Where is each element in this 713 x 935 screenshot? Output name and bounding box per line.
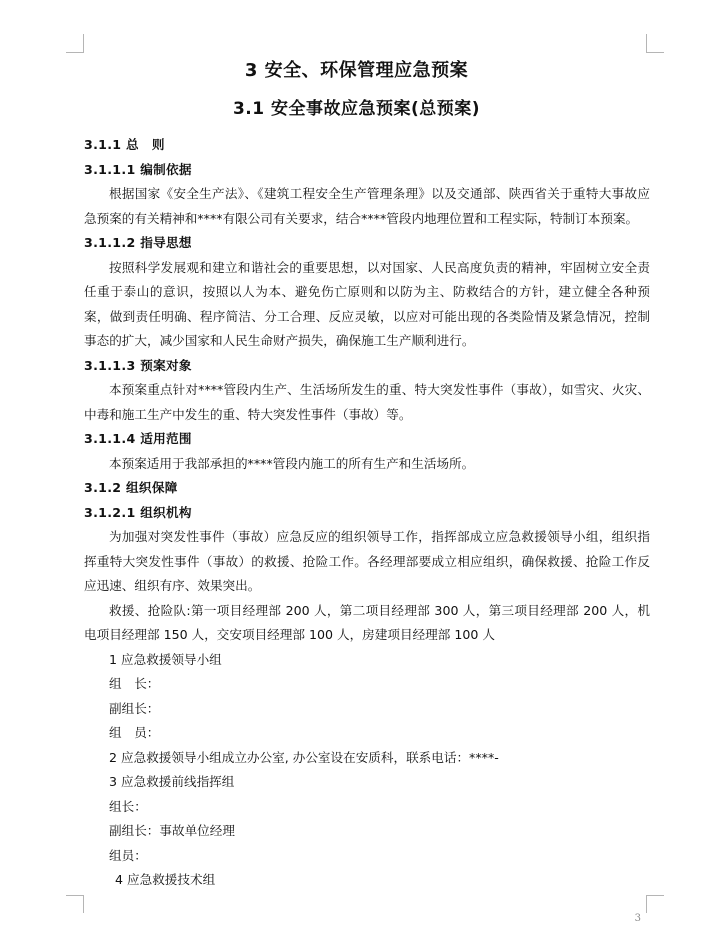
document-body — [84, 133, 650, 893]
list-item: 组 员： — [109, 725, 160, 740]
chapter-title: 3 安全、环保管理应急预案 — [244, 60, 469, 81]
list-item: 组长： — [109, 798, 147, 814]
list-item: 组 长： — [109, 676, 160, 691]
body-paragraph: 本预案适用于我部承担的****管段内施工的所有生产和生活场所。 — [109, 455, 475, 471]
list-item: 副组长： — [109, 700, 160, 716]
body-paragraph: 本预案重点针对****管段内生产、生活场所发生的重、特大突发性事件（事故），如雪灾、火灾、中毒和施工生产中发生的重、特大突发性事件（事故）等。 — [84, 382, 650, 422]
section-heading: 3.1.2 组织保障 — [84, 480, 178, 495]
list-item: 4 应急救援技术组 — [115, 872, 216, 887]
list-item: 组员： — [109, 847, 147, 863]
section-title: 3.1 安全事故应急预案(总预案) — [232, 99, 481, 119]
body-paragraph: 按照科学发展观和建立和谐社会的重要思想，以对国家、人民高度负责的精神，牢固树立安全责任重于泰山的意识，按照以人为本、避免伤亡原则和以防为主、防救结合的方针，建立健全各种预案，做到责任明确、程序简洁、分工合理、反应灵敏，以应对可能出现的各类险情及紧急情况，控制事态的扩大，减少国家和人民生命财产损失，确保施工生产顺利进行。 — [84, 259, 650, 348]
body-paragraph: 救援、抢险队:第一项目经理部 200 人，第二项目经理部 300 人，第三项目经理部 200 人，机电项目经理部 150 人，交安项目经理部 100 人，房建项目经理部 100 人 — [84, 602, 650, 642]
page-number: 3 — [634, 913, 641, 924]
section-heading: 3.1.1.3 预案对象 — [84, 357, 192, 373]
body-paragraph: 根据国家《安全生产法》、《建筑工程安全生产管理条理》以及交通部、陕西省关于重特大事故应急预案的有关精神和****有限公司有关要求，结合****管段内地理位置和工程实际，特制订本预案。 — [84, 186, 650, 226]
section-heading: 3.1.2.1 组织机构 — [84, 504, 192, 520]
section-heading: 3.1.1.1 编制依据 — [84, 161, 192, 177]
section-heading: 3.1.1.2 指导思想 — [84, 235, 192, 250]
section-heading: 3.1.1 总 则 — [84, 137, 165, 152]
list-item: 3 应急救援前线指挥组 — [109, 774, 235, 789]
body-paragraph: 为加强对突发性事件（事故）应急反应的组织领导工作，指挥部成立应急救援领导小组，组织指挥重特大突发性事件（事故）的救援、抢险工作。各经理部要成立相应组织，确保救援、抢险工作反应迅速、组织有序、效果突出。 — [84, 529, 650, 593]
list-item: 2 应急救援领导小组成立办公室, 办公室设在安质科，联系电话：****- — [109, 749, 499, 765]
section-heading: 3.1.1.4 适用范围 — [84, 431, 192, 446]
list-item: 副组长：事故单位经理 — [109, 823, 235, 838]
list-item: 1 应急救援领导小组 — [109, 651, 222, 667]
